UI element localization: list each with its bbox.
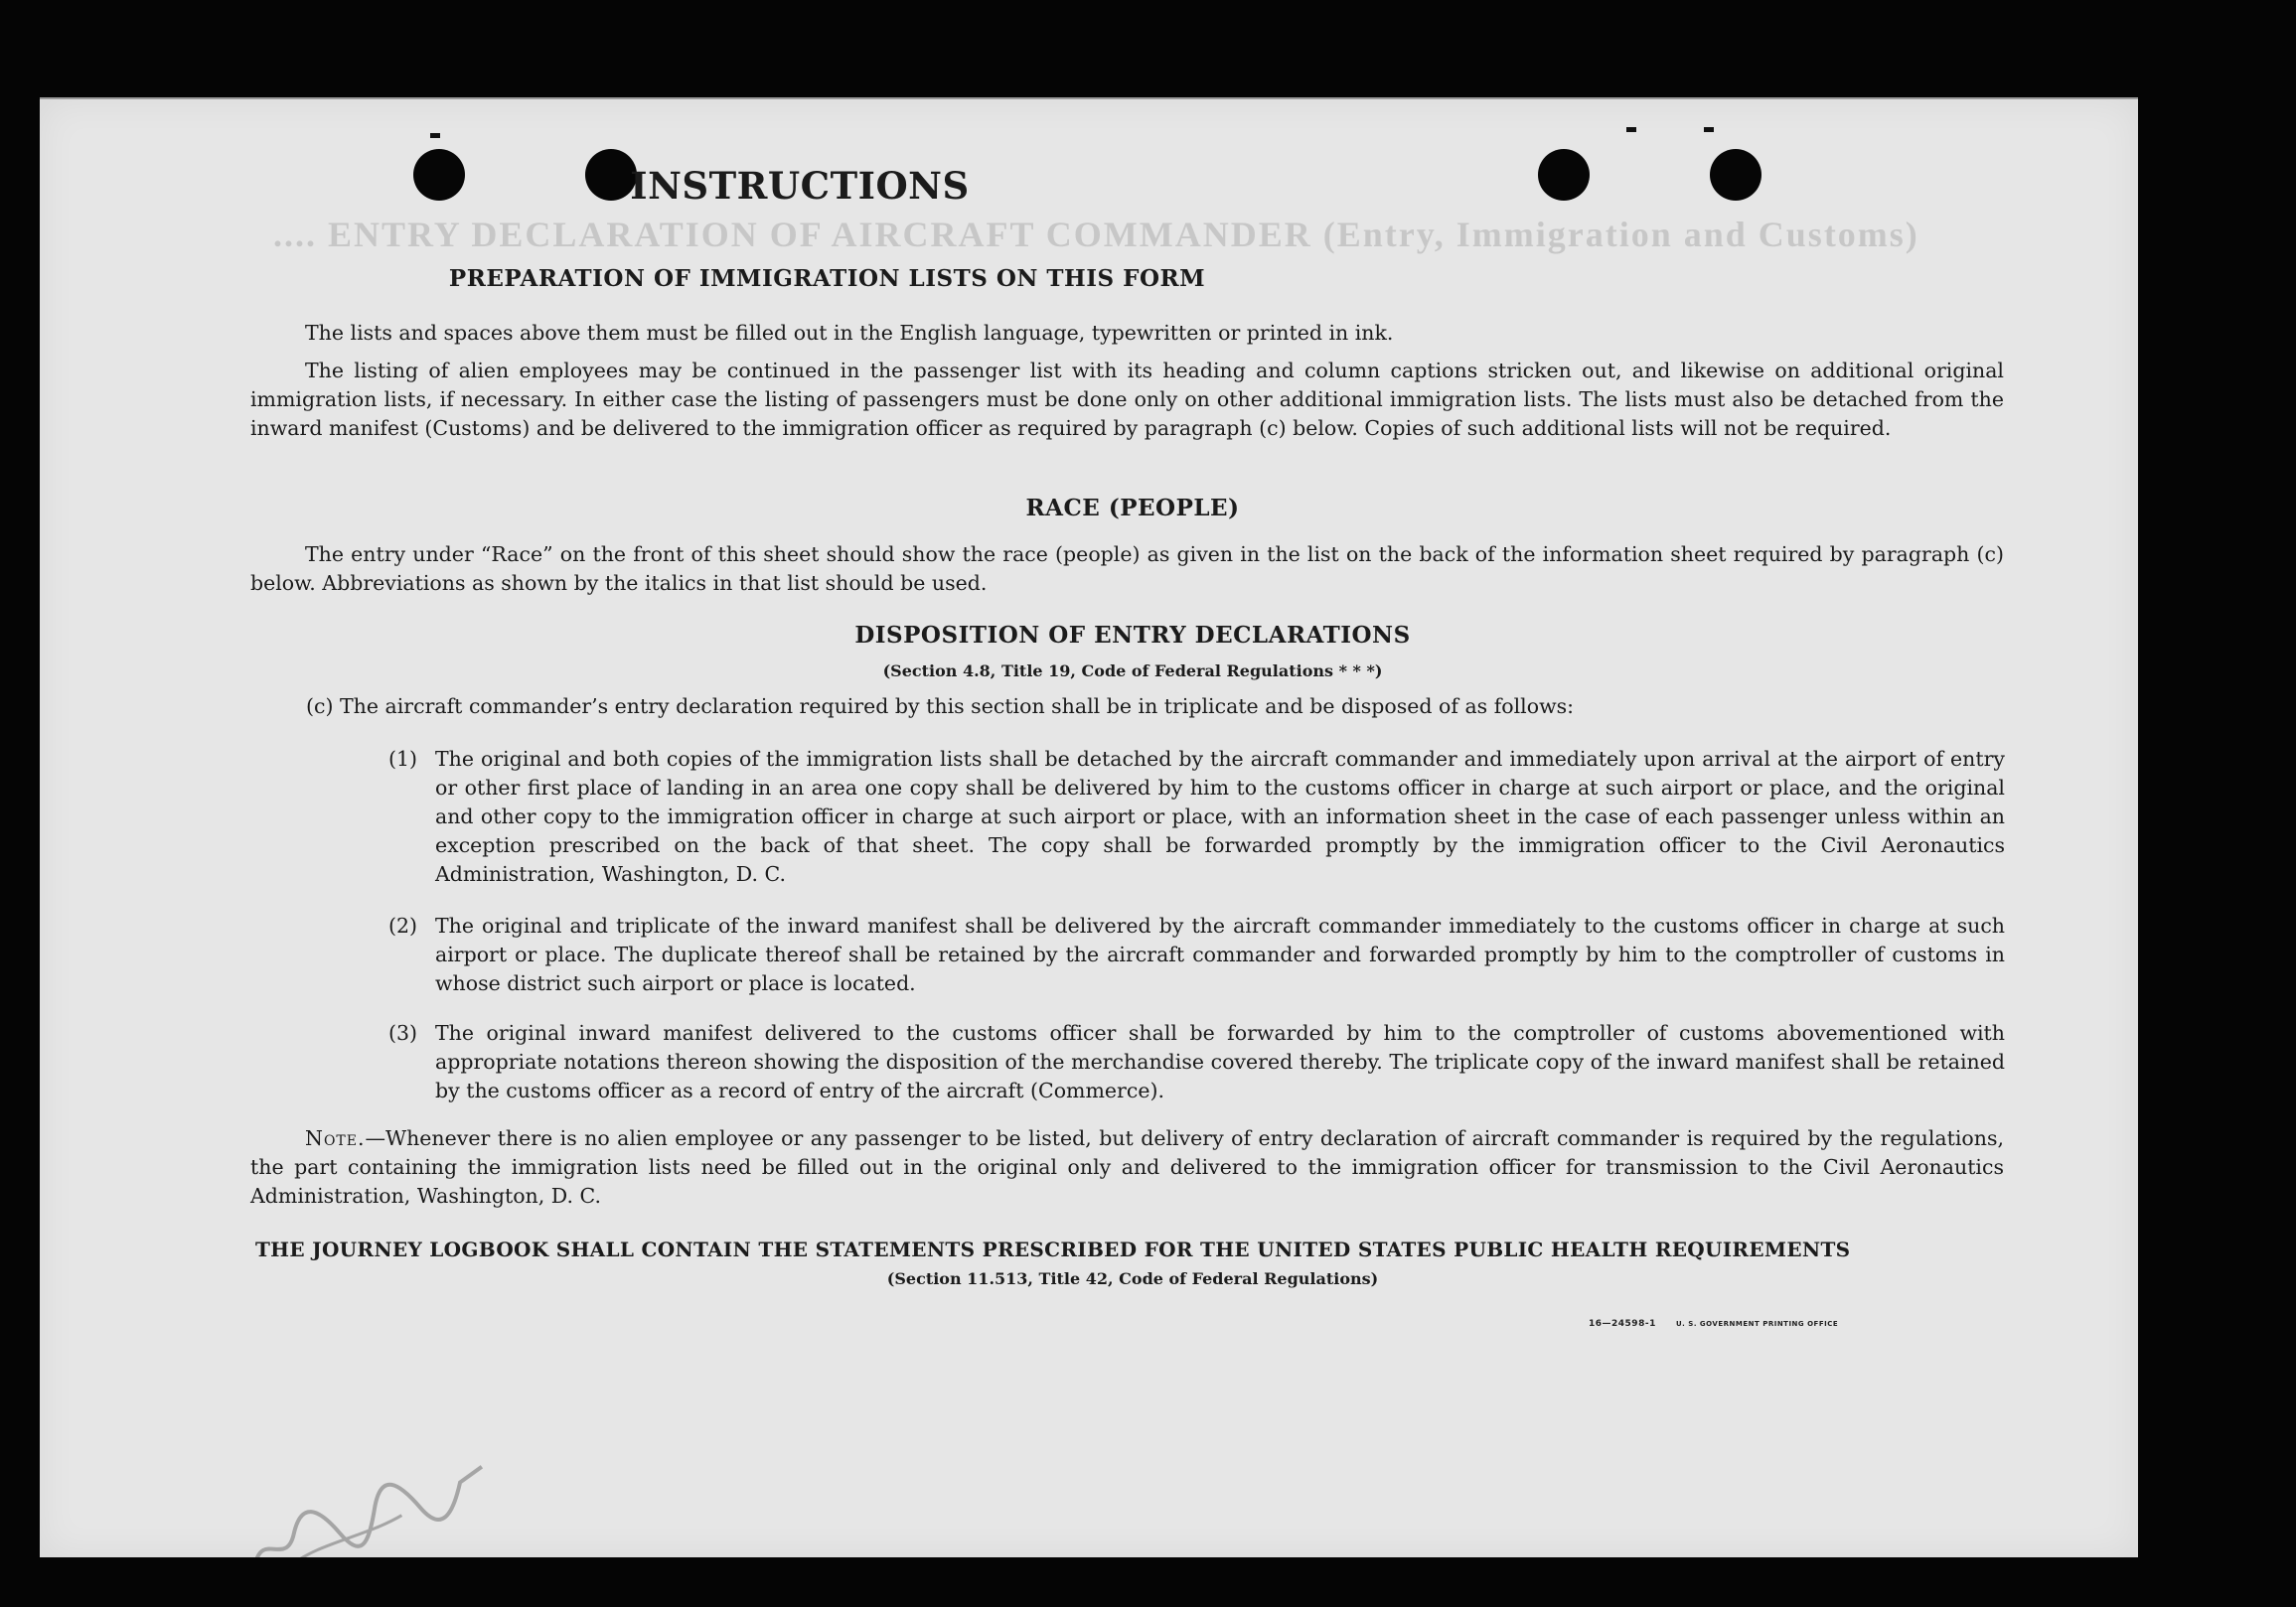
section-heading-disposition: DISPOSITION OF ENTRY DECLARATIONS bbox=[854, 622, 1411, 649]
note-text: —Whenever there is no alien employee or any passenger to be listed, but delivery of entry declaration of aircraft commander is required by the regulations, the part containing the immigration lists need be filled out in the original only and delivered to the immigration officer for transmission to the Civil Aeronautics Administration, Washington, D. C. bbox=[250, 1126, 2004, 1208]
note-label: Note. bbox=[305, 1126, 366, 1150]
disposition-citation: (Section 4.8, Title 19, Code of Federal Regulations * * *) bbox=[882, 661, 1383, 680]
item-number: (3) bbox=[388, 1021, 418, 1045]
punch-mark bbox=[1704, 127, 1714, 132]
section-heading-race: RACE (PEOPLE) bbox=[1025, 495, 1240, 521]
disposition-item-3 bbox=[388, 1019, 2005, 1105]
item-number: (1) bbox=[388, 747, 418, 771]
document-page bbox=[40, 97, 2138, 1557]
punch-mark bbox=[1626, 127, 1636, 132]
printer-credit: U. S. GOVERNMENT PRINTING OFFICE bbox=[1676, 1320, 1839, 1328]
note-paragraph bbox=[250, 1124, 2004, 1211]
preparation-paragraph-2: The listing of alien employees may be continued in the passenger list with its heading and column captions stricken out, and likewise on additional original immigration lists, if necessary. In either case the listing of passengers must be done only on other additional immigration lists. The lists must also be detached from the inward manifest (Customs) and be delivered to the immigration officer as required by paragraph (c) below. Copies of such additional lists will not be required. bbox=[250, 359, 2004, 440]
disposition-item-1 bbox=[388, 745, 2005, 889]
page-title: INSTRUCTIONS bbox=[630, 164, 970, 208]
item-text: The original inward manifest delivered to the customs officer shall be forwarded by him to the comptroller of customs abovementioned with appropriate notations thereon showing the disposition of the merchandise covered thereby. The triplicate copy of the inward manifest shall be retained by the customs officer as a record of entry of the aircraft (Commerce). bbox=[435, 1021, 2005, 1102]
item-text: The original and both copies of the immigration lists shall be detached by the aircraft commander and immediately upon arrival at the airport of entry or other first place of landing in an area one copy shall be delivered by him to the customs officer in charge at such airport or place, and the original and other copy to the immigration officer in charge at such airport or place, with an information sheet in the case of each passenger unless within an exception prescribed on the back of that sheet. The copy shall be forwarded promptly by the immigration officer to the Civil Aeronautics Administration, Washington, D. C. bbox=[435, 747, 2005, 886]
health-requirements-statement: THE JOURNEY LOGBOOK SHALL CONTAIN THE STATEMENTS PRESCRIBED FOR THE UNITED STATES PUBLIC HEALTH REQUIREMENTS bbox=[255, 1238, 1851, 1261]
preparation-paragraph-1: The lists and spaces above them must be filled out in the English language, typewritten or printed in ink. bbox=[305, 321, 1394, 345]
section-heading-preparation-text: PREPARATION OF IMMIGRATION LISTS ON THIS FORM bbox=[448, 265, 1206, 292]
item-text: The original and triplicate of the inward manifest shall be delivered by the aircraft commander immediately to the customs officer in charge at such airport or place. The duplicate thereof shall be retained by the aircraft commander and forwarded promptly by him to the comptroller of customs in whose district such airport or place is located. bbox=[435, 914, 2005, 995]
handwritten-mark bbox=[235, 1445, 509, 1557]
form-code: 16—24598-1 bbox=[1589, 1319, 1656, 1329]
punch-mark bbox=[430, 133, 440, 138]
bleed-through-text: .... ENTRY DECLARATION OF AIRCRAFT COMMANDER (Entry, Immigration and Customs) bbox=[273, 215, 1919, 254]
punch-hole bbox=[1710, 149, 1761, 201]
item-number: (2) bbox=[388, 914, 418, 938]
disposition-item-2 bbox=[388, 912, 2005, 998]
handwritten-scribble-icon bbox=[235, 1445, 506, 1557]
race-paragraph: The entry under “Race” on the front of this sheet should show the race (people) as given in the list on the back of the information sheet required by paragraph (c) below. Abbreviations as shown by the italics in that list should be used. bbox=[250, 542, 2004, 595]
disposition-intro: (c) The aircraft commander’s entry declaration required by this section shall be in triplicate and be disposed of as follows: bbox=[306, 694, 1575, 718]
health-requirements-citation: (Section 11.513, Title 42, Code of Federal Regulations) bbox=[886, 1269, 1379, 1288]
